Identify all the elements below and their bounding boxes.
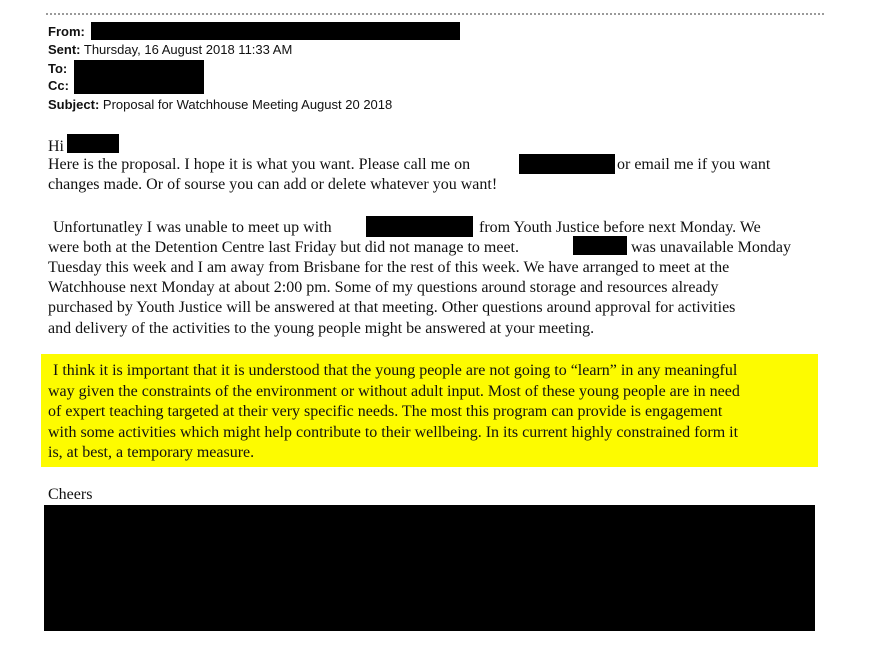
para3-text-e: is, at best, a temporary measure. — [48, 444, 255, 461]
signature-redaction — [44, 505, 815, 631]
para3-text-d: with some activities which might help contribute to their wellbeing. In its current highly constrained form it — [48, 424, 739, 441]
para2-line4 — [48, 278, 719, 298]
para1-line1-start — [48, 155, 470, 175]
signoff — [48, 485, 92, 505]
para3-text-a: I think it is important that it is understood that the young people are not going to “learn” in any meaningful — [53, 362, 738, 379]
phone-redaction — [519, 154, 615, 174]
para2-line2-end — [631, 238, 791, 258]
para3-line4 — [48, 423, 738, 443]
para1-text-b: or email me if you want — [617, 156, 771, 173]
para3-line5 — [48, 443, 254, 463]
sent-value: Thursday, 16 August 2018 11:33 AM — [83, 42, 293, 57]
top-dotted-rule — [46, 13, 824, 15]
para2-text-a: Unfortunatley I was unable to meet up with — [53, 219, 332, 236]
para2-text-f: Watchhouse next Monday at about 2:00 pm. Some of my questions around storage and resources already — [48, 279, 719, 296]
para2-line6 — [48, 319, 594, 339]
sent-label: Sent: — [48, 42, 81, 57]
to-line — [48, 61, 67, 77]
para2-text-c: were both at the Detention Centre last Friday but did not manage to meet. — [48, 239, 519, 256]
para2-text-h: and delivery of the activities to the young people might be answered at your meeting. — [48, 320, 595, 337]
para3-line1 — [53, 361, 737, 381]
para2-line3 — [48, 258, 729, 278]
para2-line2-start — [48, 238, 519, 258]
para2-line1-end — [479, 218, 761, 238]
sent-line — [48, 42, 292, 58]
recipient-name-redaction — [67, 134, 119, 153]
para3-line3 — [48, 402, 722, 422]
from-redaction — [91, 22, 460, 40]
subject-label: Subject: — [48, 97, 100, 112]
from-line — [48, 24, 85, 40]
subject-line — [48, 97, 392, 113]
subject-value: Proposal for Watchhouse Meeting August 20 2018 — [102, 97, 393, 112]
para3-text-c: of expert teaching targeted at their very specific needs. The most this program can provide is engagement — [48, 403, 723, 420]
cc-line — [48, 78, 69, 94]
contact-name-redaction — [366, 216, 473, 237]
para2-line5 — [48, 298, 735, 318]
person-name-redaction — [573, 236, 627, 255]
para1-line2 — [48, 175, 497, 195]
para2-line1-start — [53, 218, 332, 238]
signoff-text: Cheers — [48, 486, 93, 503]
greeting — [48, 137, 64, 157]
to-cc-redaction — [74, 60, 204, 94]
para1-text-a: Here is the proposal. I hope it is what you want. Please call me on — [48, 156, 471, 173]
para2-text-b: from Youth Justice before next Monday. We — [479, 219, 761, 236]
para1-line1-end — [617, 155, 770, 175]
para3-line2 — [48, 382, 740, 402]
cc-label: Cc: — [48, 78, 69, 93]
para2-text-d: was unavailable Monday — [631, 239, 791, 256]
para3-text-b: way given the constraints of the environment or without adult input. Most of these young people are in need — [48, 383, 740, 400]
para2-text-e: Tuesday this week and I am away from Brisbane for the rest of this week. We have arranged to meet at the — [48, 259, 730, 276]
para1-text-c: changes made. Or of sourse you can add or delete whatever you want! — [48, 176, 498, 193]
para2-text-g: purchased by Youth Justice will be answered at that meeting. Other questions around approval for activities — [48, 299, 736, 316]
greeting-text: Hi — [48, 138, 64, 155]
from-label: From: — [48, 24, 85, 39]
to-label: To: — [48, 61, 68, 76]
